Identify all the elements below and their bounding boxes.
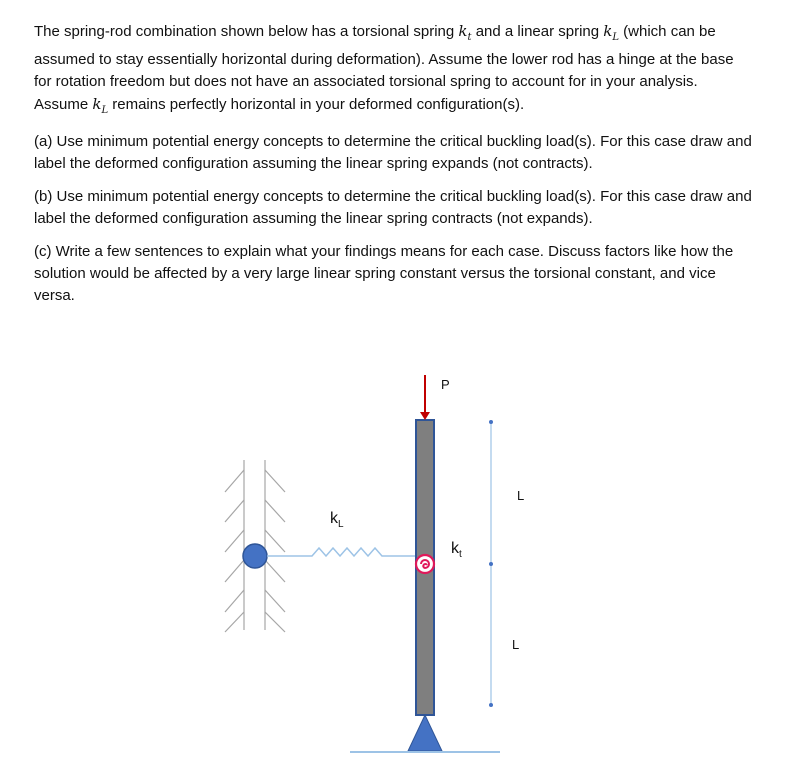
part-a-question: (a) Use minimum potential energy concepts to determine the critical buckling load(s). For this case draw and label the deformed configuration assuming the linear spring expands (not contracts). <box>34 133 752 172</box>
pin-support <box>408 715 442 751</box>
load-arrow-icon <box>420 375 430 420</box>
part-c-question: (c) Write a few sentences to explain what your findings means for each case. Discuss factors like how the solution would be affected by a very large linear spring constant versus the torsional constant, and vice versa. <box>34 243 734 304</box>
part-b-question: (b) Use minimum potential energy concepts to determine the critical buckling load(s). For this case draw and label the deformed configuration assuming the linear spring contracts (not expands). <box>34 188 752 227</box>
upper-length-label: L <box>517 488 525 503</box>
linear-spring <box>267 548 416 556</box>
intro-text-3: (which can be assumed to stay essentially horizontal during deformation). Assume the lower rod has a hinge at the base for rotation freedom but does not have an associated torsional spring to account for in your analysis. Assume <box>34 23 734 113</box>
dimension-line <box>489 420 493 707</box>
problem-statement <box>34 20 754 318</box>
wall-hatch-left <box>225 460 244 632</box>
lower-length-label: L <box>512 637 520 652</box>
intro-text-2: and a linear spring <box>471 23 604 40</box>
torsional-spring-symbol: $k_t$ <box>458 22 472 43</box>
wall-hatch-right <box>265 460 285 632</box>
intro-paragraph <box>34 20 754 122</box>
wall-roller <box>243 544 267 568</box>
torsional-spring-icon <box>416 555 434 573</box>
intro-text-1: The spring-rod combination shown below has a torsional spring <box>34 23 459 40</box>
linear-spring-label: $k_L$ <box>330 510 344 530</box>
spring-rod-figure <box>0 350 792 779</box>
load-label: P <box>441 377 450 392</box>
intro-text-4: remains perfectly horizontal in your deformed configuration(s). <box>108 96 525 113</box>
linear-spring-symbol-2: $k_L$ <box>92 95 109 116</box>
torsional-spring-label: $k_t$ <box>451 540 462 560</box>
linear-spring-symbol: $k_L$ <box>603 22 620 43</box>
